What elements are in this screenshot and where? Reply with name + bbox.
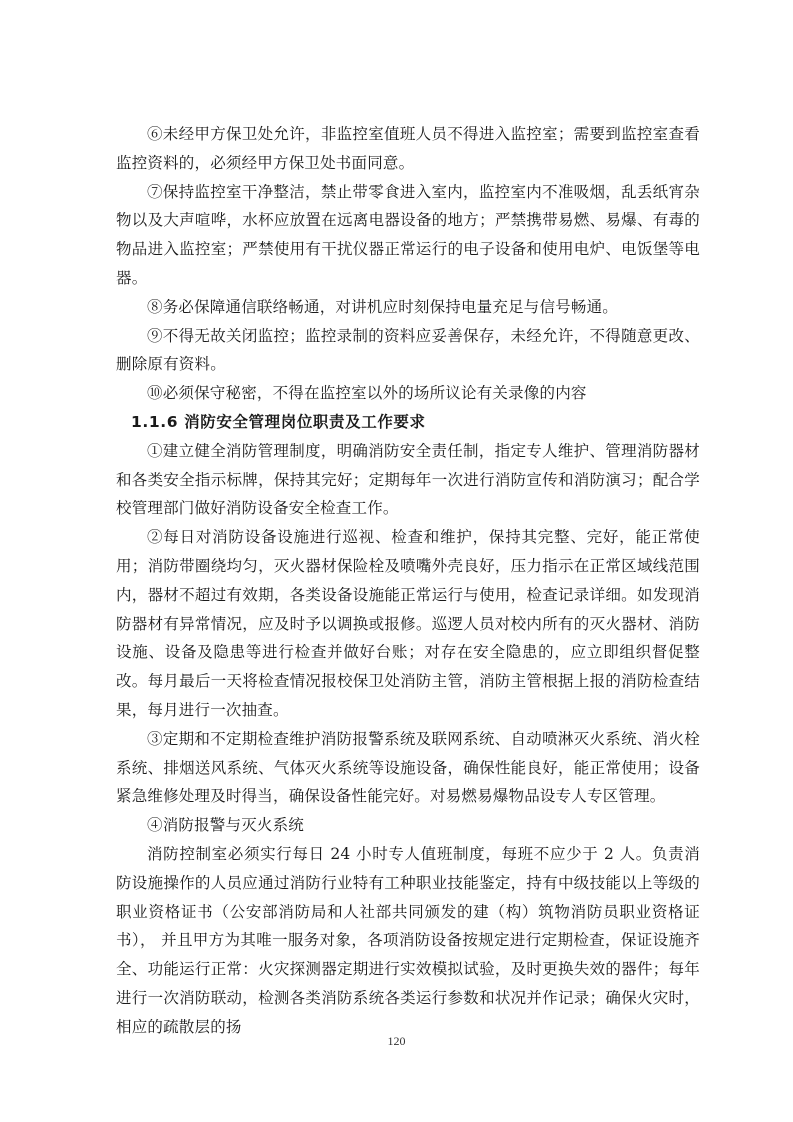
section-paragraph-1: ①建立健全消防管理制度，明确消防安全责任制，指定专人维护、管理消防器材和各类安全指示标牌，保持其完好；定期每年一次进行消防宣传和消防演习；配合学校管理部门做好消防设备安全检查工作。 <box>116 441 700 518</box>
paragraph-item-7: ⑦保持监控室干净整洁，禁止带零食进入室内，监控室内不准吸烟，乱丢纸宵杂物以及大声喧哗，水杯应放置在远离电器设备的地方；严禁携带易燃、易爆、有毒的物品进入监控室；严禁使用有干扰仪器正常运行的电子设备和使用电炉、电饭堡等电器。 <box>116 182 700 287</box>
page-body <box>116 120 700 1042</box>
paragraph-item-6: ⑥未经甲方保卫处允许，非监控室值班人员不得进入监控室；需要到监控室查看监控资料的，必须经甲方保卫处书面同意。 <box>116 125 700 172</box>
section-paragraph-3: ③定期和不定期检查维护消防报警系统及联网系统、自动喷淋灭火系统、消火栓系统、排烟送风系统、气体灭火系统等设施设备，确保性能良好，能正常使用；设备紧急维修处理及时得当，确保设备性能完好。对易燃易爆物品设专人专区管理。 <box>116 729 700 806</box>
paragraph-item-10: ⑩必须保守秘密，不得在监控室以外的场所议论有关录像的内容 <box>147 384 587 403</box>
section-heading: 1.1.6 消防安全管理岗位职责及工作要求 <box>131 412 426 431</box>
paragraph-item-8: ⑧务必保障通信联络畅通，对讲机应时刻保持电量充足与信号畅通。 <box>147 297 619 316</box>
page-number: 120 <box>387 1034 406 1048</box>
section-paragraph-2: ②每日对消防设备设施进行巡视、检查和维护，保持其完整、完好，能正常使用；消防带圈绕均匀，灭火器材保险栓及喷嘴外壳良好，压力指示在正常区域线范围内，器材不超过有效期，各类设备设施能正常运行与使用，检查记录详细。如发现消防器材有异常情况，应及时予以调换或报修。巡逻人员对校内所有的灭火器材、消防设施、设备及隐患等进行检查并做好台账；对存在安全隐患的，应立即组织督促整改。每月最后一天将检查情况报校保卫处消防主管，消防主管根据上报的消防检查结果，每月进行一次抽查。 <box>116 528 700 719</box>
section-paragraph-control-room: 消防控制室必须实行每日 24 小时专人值班制度，每班不应少于 2 人。负责消防设施操作的人员应通过消防行业特有工种职业技能鉴定，持有中级技能以上等级的职业资格证书（公安部消防局和人社部共同颁发的建（构）筑物消防员职业资格证书）， 并且甲方为其唯一服务对象，各项消防设备按规定进行定期检查，保证设施齐全、功能运行正常：火灾探测器定期进行实效模拟试验，及时更换失效的器件；每年进行一次消防联动，检测各类消防系统各类运行参数和状况并作记录；确保火灾时，相应的疏散层的扬 <box>116 844 700 1036</box>
paragraph-item-9: ⑨不得无故关闭监控；监控录制的资料应妥善保存，未经允许，不得随意更改、删除原有资料。 <box>116 326 700 374</box>
section-paragraph-4-title: ④消防报警与灭火系统 <box>147 816 305 835</box>
